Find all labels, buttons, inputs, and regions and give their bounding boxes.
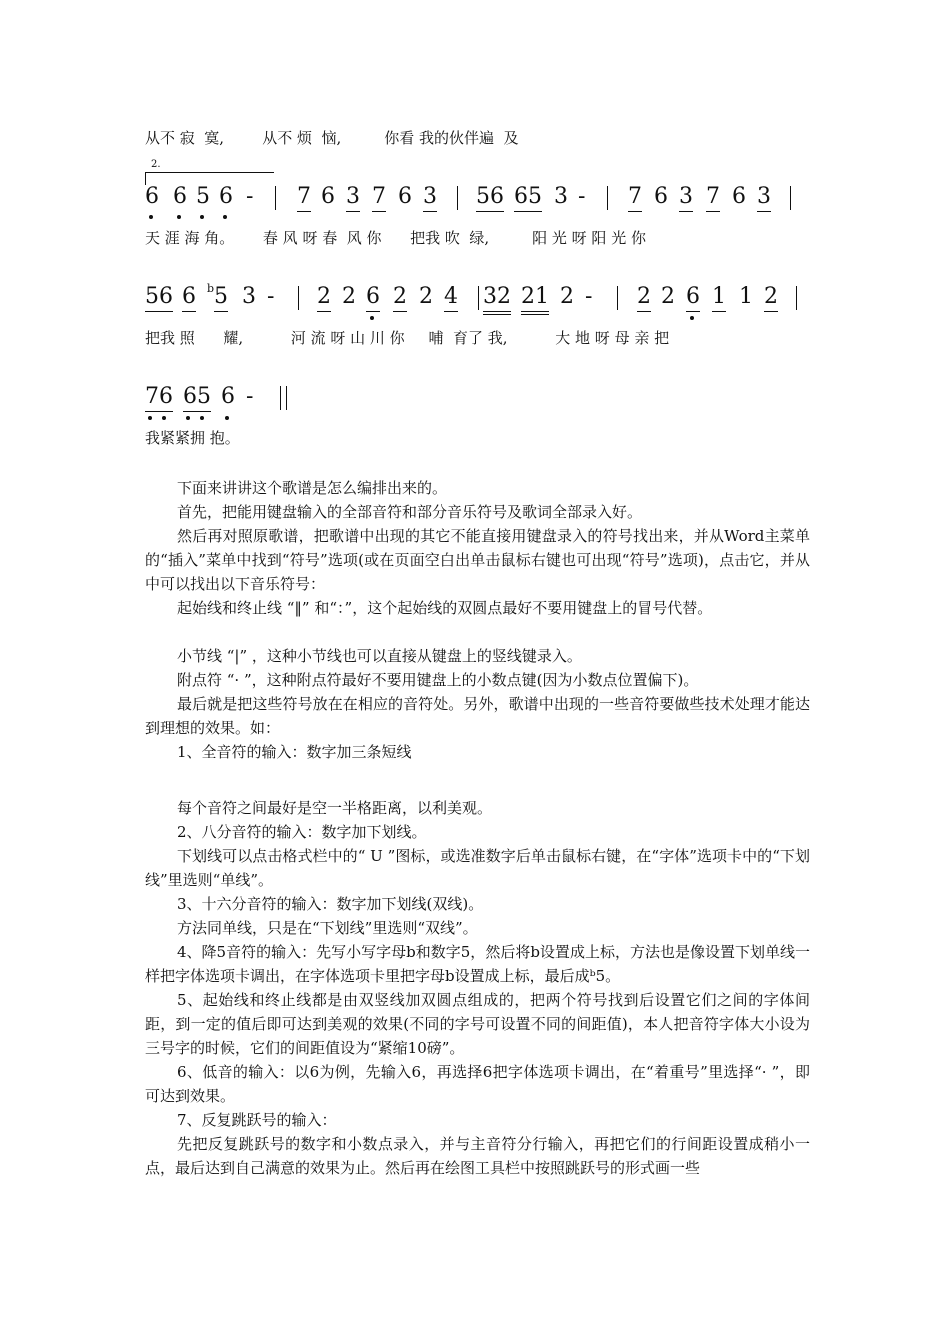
dash: - <box>585 284 593 309</box>
lyric-line-3: 我紧紧拥 抱。 <box>145 429 240 447</box>
low-octave-dot <box>690 316 694 320</box>
note: 6 <box>182 284 196 312</box>
barline <box>796 286 797 310</box>
note: 7 <box>372 184 386 212</box>
barline <box>607 186 608 210</box>
score-row-2 <box>0 284 950 324</box>
note: 3 <box>423 184 437 212</box>
flat-sign: b <box>207 282 215 295</box>
dash: - <box>267 284 275 309</box>
paragraph: 附点符 “· ”，这种附点符最好不要用键盘上的小数点键(因为小数点位置偏下)。 <box>177 671 699 689</box>
note: 32 <box>483 284 511 312</box>
barline <box>790 186 791 210</box>
barline <box>298 286 299 310</box>
note: 6 <box>173 184 187 209</box>
note: 1 <box>712 284 726 312</box>
lyric-line-0: 从不 寂 寞, 从不 烦 恼, 你看 我的伙伴遍 及 <box>145 129 519 147</box>
score-row-1 <box>0 184 950 224</box>
note: 2 <box>764 284 778 312</box>
paragraph: 最后就是把这些符号放在在相应的音符处。另外，歌谱中出现的一些音符要做些技术处理才能达到理想的效果。如： <box>145 695 810 737</box>
paragraph: 2、八分音符的输入：数字加下划线。 <box>177 823 427 841</box>
paragraph: 首先，把能用键盘输入的全部音符和部分音乐符号及歌词全部录入好。 <box>177 503 643 521</box>
note: 6 <box>398 184 412 209</box>
note: 2 <box>560 284 574 309</box>
note: 7 <box>297 184 311 212</box>
note: 3 <box>679 184 693 212</box>
paragraph: 7、反复跳跃号的输入： <box>177 1111 337 1129</box>
paragraph: 然后再对照原歌谱，把歌谱中出现的其它不能直接用键盘录入的符号找出来，并从Word主菜单的“插入”菜单中找到“符号”选项(或在页面空白出单击鼠标右键也可出现“符号”选项)，点击它，并从中可以找出以下音乐符号： <box>145 527 810 593</box>
barline <box>457 186 458 210</box>
note: 65 <box>183 384 211 412</box>
note: 2 <box>342 284 356 309</box>
note: 5 <box>214 284 228 312</box>
double-underline <box>483 314 511 315</box>
note: 6 <box>145 184 159 209</box>
note: 56 <box>476 184 504 212</box>
low-octave-dot <box>149 215 153 219</box>
paragraph: 每个音符之间最好是空一半格距离，以利美观。 <box>177 799 493 817</box>
paragraph: 4、降5音符的输入：先写小写字母b和数字5，然后将b设置成上标，方法也是像设置下划单线一样把字体选项卡调出，在字体选项卡里把字母b设置成上标，最后成ᵇ5。 <box>145 943 810 985</box>
paragraph: 先把反复跳跃号的数字和小数点录入，并与主音符分行输入，再把它们的行间距设置成稍小一点，最后达到自己满意的效果为止。然后再在绘图工具栏中按照跳跃号的形式画一些 <box>145 1135 810 1177</box>
paragraph: 下划线可以点击格式栏中的“ U ”图标，或选准数字后单击鼠标右键，在“字体”选项卡中的“下划线”里选则“单线”。 <box>145 847 810 889</box>
low-octave-dot <box>223 215 227 219</box>
lyric-line-1: 天 涯 海 角。 春 风 呀 春 风 你 把我 吹 绿, 阳 光 呀 阳 光 你 <box>145 229 646 247</box>
low-octave-dot <box>200 416 204 420</box>
note: 7 <box>706 184 720 212</box>
double-underline <box>521 314 549 315</box>
final-double-barline <box>280 386 287 410</box>
note: 2 <box>419 284 433 309</box>
repeat-ending-number: 2. <box>151 159 161 170</box>
low-octave-dot <box>370 316 374 320</box>
note: 6 <box>321 184 335 209</box>
paragraph: 起始线和终止线 “‖” 和“：”，这个起始线的双圆点最好不要用键盘上的冒号代替。 <box>177 599 713 617</box>
note: 65 <box>514 184 542 212</box>
note: 2 <box>393 284 407 312</box>
note: 6 <box>219 184 233 209</box>
barline <box>275 186 276 210</box>
score-row-3 <box>0 384 950 424</box>
note: 6 <box>366 284 380 312</box>
note: 1 <box>739 284 753 309</box>
note: 6 <box>686 284 700 312</box>
lyric-line-2: 把我 照 耀, 河 流 呀 山 川 你 哺 育了 我, 大 地 呀 母 亲 把 <box>145 329 670 347</box>
paragraph: 1、全音符的输入：数字加三条短线 <box>177 743 412 761</box>
note: 4 <box>444 284 458 312</box>
paragraph: 6、低音的输入：以6为例，先输入6，再选择6把字体选项卡调出，在“着重号”里选择“· ”，即可达到效果。 <box>145 1063 810 1105</box>
low-octave-dot <box>162 416 166 420</box>
low-octave-dot <box>177 215 181 219</box>
note: 2 <box>317 284 331 312</box>
dash: - <box>246 184 254 209</box>
dash: - <box>246 384 254 409</box>
note: 3 <box>757 184 771 212</box>
note: 56 <box>145 284 173 312</box>
paragraph: 小节线 “|” ，这种小节线也可以直接从键盘上的竖线键录入。 <box>177 647 582 665</box>
note: 21 <box>521 284 549 312</box>
note: 2 <box>661 284 675 309</box>
paragraph: 3、十六分音符的输入：数字加下划线(双线)。 <box>177 895 484 913</box>
low-octave-dot <box>200 215 204 219</box>
paragraph: 下面来讲讲这个歌谱是怎么编排出来的。 <box>177 479 448 497</box>
paragraph: 5、起始线和终止线都是由双竖线加双圆点组成的，把两个符号找到后设置它们之间的字体间距，到一定的值后即可达到美观的效果(不同的字号可设置不同的间距值)，本人把音符字体大小设为三号字的时候，它们的间距值设为“紧缩10磅”。 <box>145 991 810 1057</box>
note: 3 <box>346 184 360 212</box>
note: 76 <box>145 384 173 412</box>
low-octave-dot <box>148 416 152 420</box>
low-octave-dot <box>186 416 190 420</box>
note: 3 <box>554 184 568 209</box>
dash: - <box>578 184 586 209</box>
note: 6 <box>654 184 668 209</box>
low-octave-dot <box>225 416 229 420</box>
note: 5 <box>196 184 210 209</box>
note: 7 <box>628 184 642 212</box>
note: 6 <box>221 384 235 409</box>
note: 2 <box>637 284 651 312</box>
barline <box>617 286 618 310</box>
note: 3 <box>242 284 256 309</box>
barline <box>478 286 479 310</box>
note: 6 <box>732 184 746 209</box>
paragraph: 方法同单线，只是在“下划线”里选则“双线”。 <box>177 919 478 937</box>
